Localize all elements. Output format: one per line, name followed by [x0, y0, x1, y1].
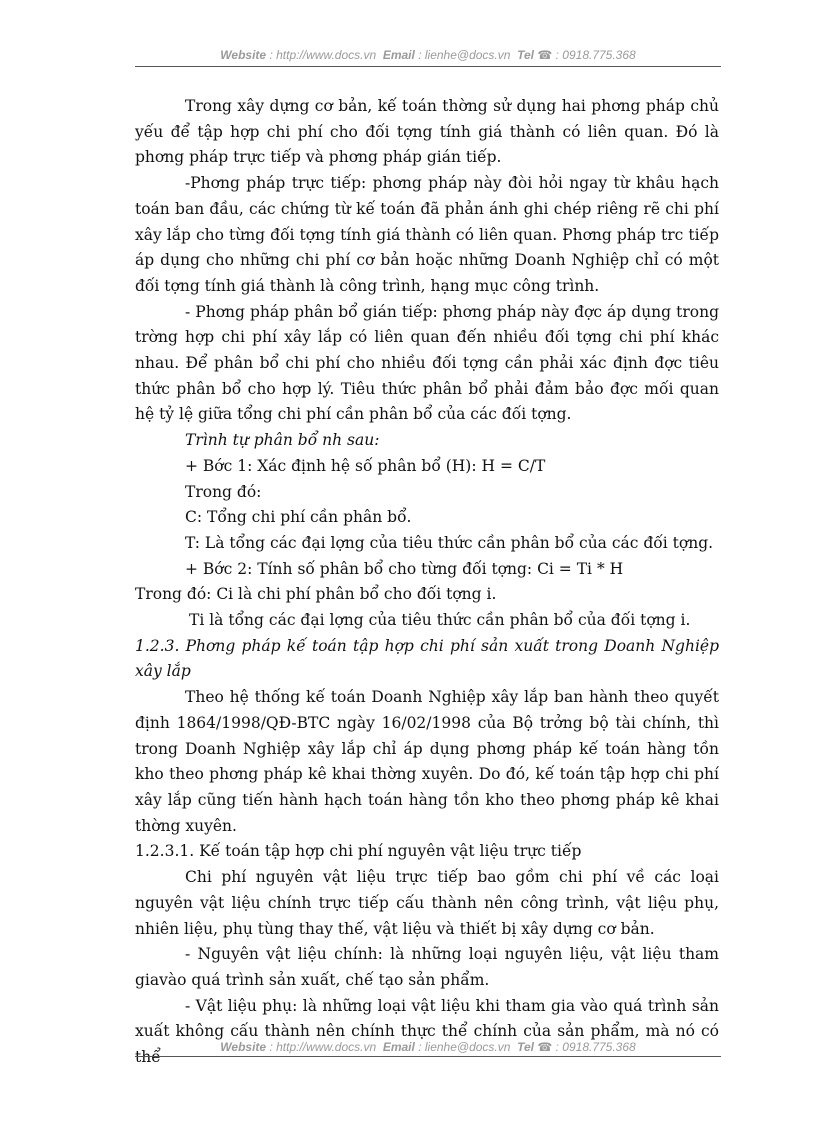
note-line: Trong đó: Ci là chi phí phân bổ cho đối tợng i.	[135, 585, 497, 604]
paragraph: Trong xây dựng cơ bản, kế toán thờng sử dụng hai phơng pháp chủ yếu để tập hợp chi phí cho đối tợng tính giá thành có liên quan. Đó là phơng pháp trực tiếp và phơng pháp gián tiếp.	[135, 97, 719, 167]
website-label: Website	[220, 48, 267, 62]
paragraph: Chi phí nguyên vật liệu trực tiếp bao gồm chi phí về các loại nguyên vật liệu chính trực tiếp cấu thành nên công trình, vật liệu phụ, nhiên liệu, phụ tùng thay thế, vật liệu và thiết bị xây dựng cơ bản.	[135, 868, 719, 938]
italic-heading: Trình tự phân bổ nh sau:	[185, 431, 380, 450]
definition-line: T: Là tổng các đại lợng của tiêu thức cần phân bổ của các đối tợng.	[185, 533, 714, 552]
tel-value: ☎ : 0918.775.368	[537, 48, 636, 62]
website-value[interactable]: : http://www.docs.vn	[269, 1040, 377, 1054]
document-body	[135, 94, 719, 1071]
website-label: Website	[220, 1040, 267, 1054]
step-line: + Bớc 1: Xác định hệ số phân bổ (H): H = C/T	[185, 456, 546, 475]
footer-divider	[135, 1056, 721, 1057]
step-line: + Bớc 2: Tính số phân bổ cho từng đối tợng: Ci = Ti * H	[185, 559, 624, 578]
note-line: Trong đó:	[185, 482, 262, 501]
page-footer	[135, 1040, 721, 1054]
email-label: Email	[382, 48, 415, 62]
section-heading: 1.2.3. Phơng pháp kế toán tập hợp chi phí sản xuất trong Doanh Nghiệp xây lắp	[135, 636, 719, 681]
definition-line: C: Tổng chi phí cần phân bổ.	[185, 508, 412, 527]
header-divider	[135, 66, 721, 67]
tel-value: ☎ : 0918.775.368	[537, 1040, 636, 1054]
paragraph: Theo hệ thống kế toán Doanh Nghiệp xây lắp ban hành theo quyết định 1864/1998/QĐ-BTC ngày 16/02/1998 của Bộ trởng bộ tài chính, thì trong Doanh Nghiệp xây lắp chỉ áp dụng phơng pháp kế toán hàng tồn kho theo phơng pháp kê khai thờng xuyên. Do đó, kế toán tập hợp chi phí xây lắp cũng tiến hành hạch toán hàng tồn kho theo phơng pháp kê khai thờng xuyên.	[135, 688, 719, 835]
paragraph: - Vật liệu phụ: là những loại vật liệu khi tham gia vào quá trình sản xuất không cấu thành nên chính thực thể chính của sản phẩm, mà nó có thể	[135, 996, 719, 1067]
subsection-heading: 1.2.3.1. Kế toán tập hợp chi phí nguyên vật liệu trực tiếp	[135, 842, 582, 861]
paragraph: -Phơng pháp trực tiếp: phơng pháp này đòi hỏi ngay từ khâu hạch toán ban đầu, các chứng từ kế toán đã phản ánh ghi chép riêng rẽ chi phí xây lắp cho từng đối tợng tính giá thành có liên quan. Phơng pháp trc tiếp áp dụng cho những chi phí cơ bản hoặc những Doanh Nghiệp chỉ có một đối tợng tính giá thành là công trình, hạng mục công trình.	[135, 174, 719, 295]
definition-line: Ti là tổng các đại lợng của tiêu thức cần phân bổ của đối tợng i.	[189, 611, 691, 630]
email-value[interactable]: : lienhe@docs.vn	[418, 48, 511, 62]
paragraph: - Nguyên vật liệu chính: là những loại nguyên liệu, vật liệu tham giavào quá trình sản xuất, chế tạo sản phẩm.	[135, 945, 719, 989]
email-label: Email	[382, 1040, 415, 1054]
website-value[interactable]: : http://www.docs.vn	[269, 48, 377, 62]
page-header	[135, 48, 721, 62]
tel-label: Tel	[517, 48, 534, 62]
tel-label: Tel	[517, 1040, 534, 1054]
paragraph: - Phơng pháp phân bổ gián tiếp: phơng pháp này đợc áp dụng trong trờng hợp chi phí xây lắp có liên quan đến nhiều đối tợng chi phí khác nhau. Để phân bổ chi phí cho nhiều đối tợng cần phải xác định đợc tiêu thức phân bổ cho hợp lý. Tiêu thức phân bổ phải đảm bảo đợc mối quan hệ tỷ lệ giữa tổng chi phí cần phân bổ của các đối tợng.	[135, 302, 719, 424]
email-value[interactable]: : lienhe@docs.vn	[418, 1040, 511, 1054]
